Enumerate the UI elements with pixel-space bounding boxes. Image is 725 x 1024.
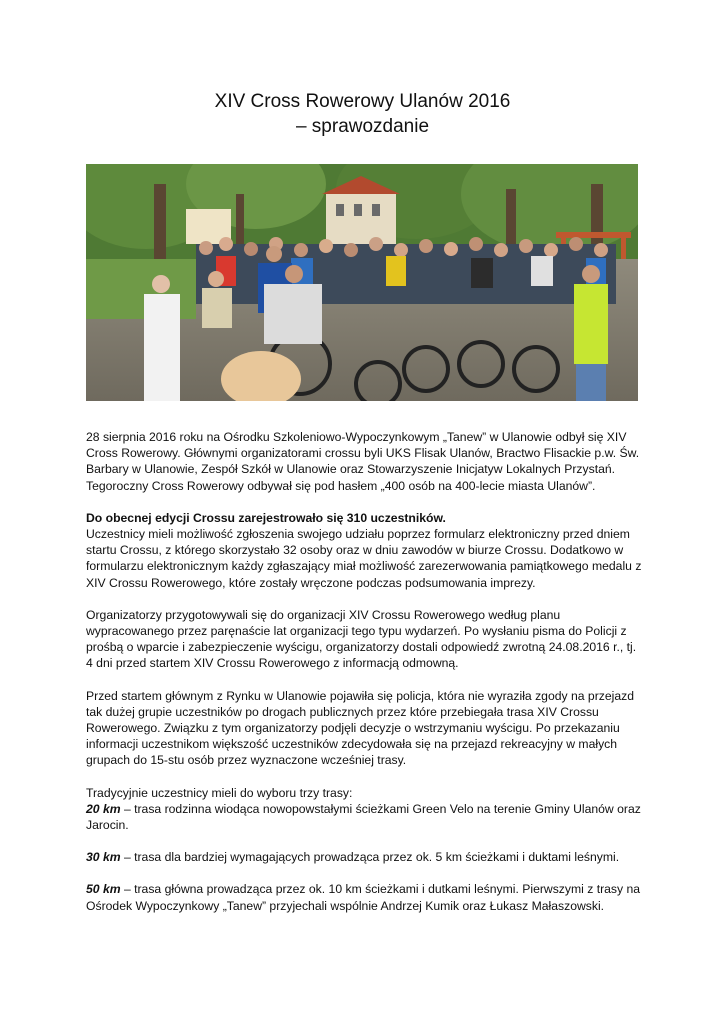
paragraph-organization: Organizatorzy przygotowywali się do organizacji XIV Crossu Rowerowego według planu wypracowanego przez paręnaście lat organizacji tego typu wydarzeń. Po wysłaniu pisma do Policji z prośbą o wparcie i zabezpieczenie wyścigu, organizatorzy dostali odpowiedź zwrotną 24.08.2016 r., tj. 4 dni przed startem XIV Crossu Rowerowego z informacją odmowną. — [86, 607, 637, 671]
report-body — [86, 429, 642, 930]
title-line-1: XIV Cross Rowerowy Ulanów 2016 — [214, 91, 511, 112]
route-distance: 50 km — [86, 882, 121, 897]
route-item-50km — [86, 881, 642, 913]
route-description: – trasa rodzinna wiodąca nowopowstałymi ścieżkami Green Velo na terenie Gminy Ulanów oraz Jarocin. — [86, 801, 641, 833]
photo-illustration — [86, 164, 638, 401]
route-description: – trasa główna prowadząca przez ok. 10 km ścieżkami i dutkami leśnymi. Pierwszymi z trasy na Ośrodek Wypoczynkowy „Tanew” przyjechali wspólnie Andrzej Kumik oraz Łukasz Małaszowski. — [86, 882, 641, 913]
paragraph-police: Przed startem głównym z Rynku w Ulanowie pojawiła się policja, która nie wyraziła zgody na przejazd tak dużej grupie uczestników po drogach publicznych przez które przebiegała trasa XIV Crossu Rowerowego. Związku z tym organizatorzy podjęli decyzje o wstrzymaniu wyścigu. Po przekazaniu informacji uczestnikom większość uczestników zdecydowała się na przejazd rekreacyjny w małych grupach do 15-stu osób przez wyznaczone wcześniej trasy. — [86, 688, 634, 768]
photo-cyclists-crowd — [86, 164, 638, 401]
paragraph-registration: Uczestnicy mieli możliwość zgłoszenia swojego udziału poprzez formularz elektroniczny przed dniem startu Crossu, z którego skorzystało 32 osoby oraz w dniu zawodów w biurze Crossu. Dodatkowo w formularzu elektronicznym każdy zgłaszający miał możliwość zarezerwowania pamiątkowego medalu z XIV Crossu Rowerowego, które zostały wręczone podczas podsumowania imprezy. — [86, 527, 642, 590]
route-item-20km — [86, 801, 642, 833]
paragraph-registered-heading — [86, 510, 642, 526]
title-line-2: – sprawozdanie — [295, 116, 430, 137]
page-title — [0, 89, 725, 139]
route-description: – trasa dla bardziej wymagających prowadząca przez ok. 5 km ścieżkami i duktami leśnymi. — [120, 850, 620, 865]
paragraph-routes-intro: Tradycyjnie uczestnicy mieli do wyboru trzy trasy: — [86, 785, 353, 800]
routes-list — [86, 801, 642, 914]
paragraph-intro: 28 sierpnia 2016 roku na Ośrodku Szkoleniowo-Wypoczynkowym „Tanew” w Ulanowie odbył się XIV Cross Rowerowy. Głównymi organizatorami crossu byli UKS Flisak Ulanów, Bractwo Flisackie p.w. Św. Barbary w Ulanowie, Zespół Szkół w Ulanowie oraz Stowarzyszenie Inicjatyw Lokalnych Przystań. Tegoroczny Cross Rowerowy odbywał się pod hasłem „400 osób na 400-lecie miasta Ulanów”. — [86, 430, 640, 493]
route-item-30km — [86, 849, 642, 865]
route-distance: 30 km — [86, 850, 121, 865]
registered-heading-bold: Do obecnej edycji Crossu zarejestrowało się 310 uczestników. — [86, 510, 446, 525]
route-distance: 20 km — [86, 801, 121, 816]
